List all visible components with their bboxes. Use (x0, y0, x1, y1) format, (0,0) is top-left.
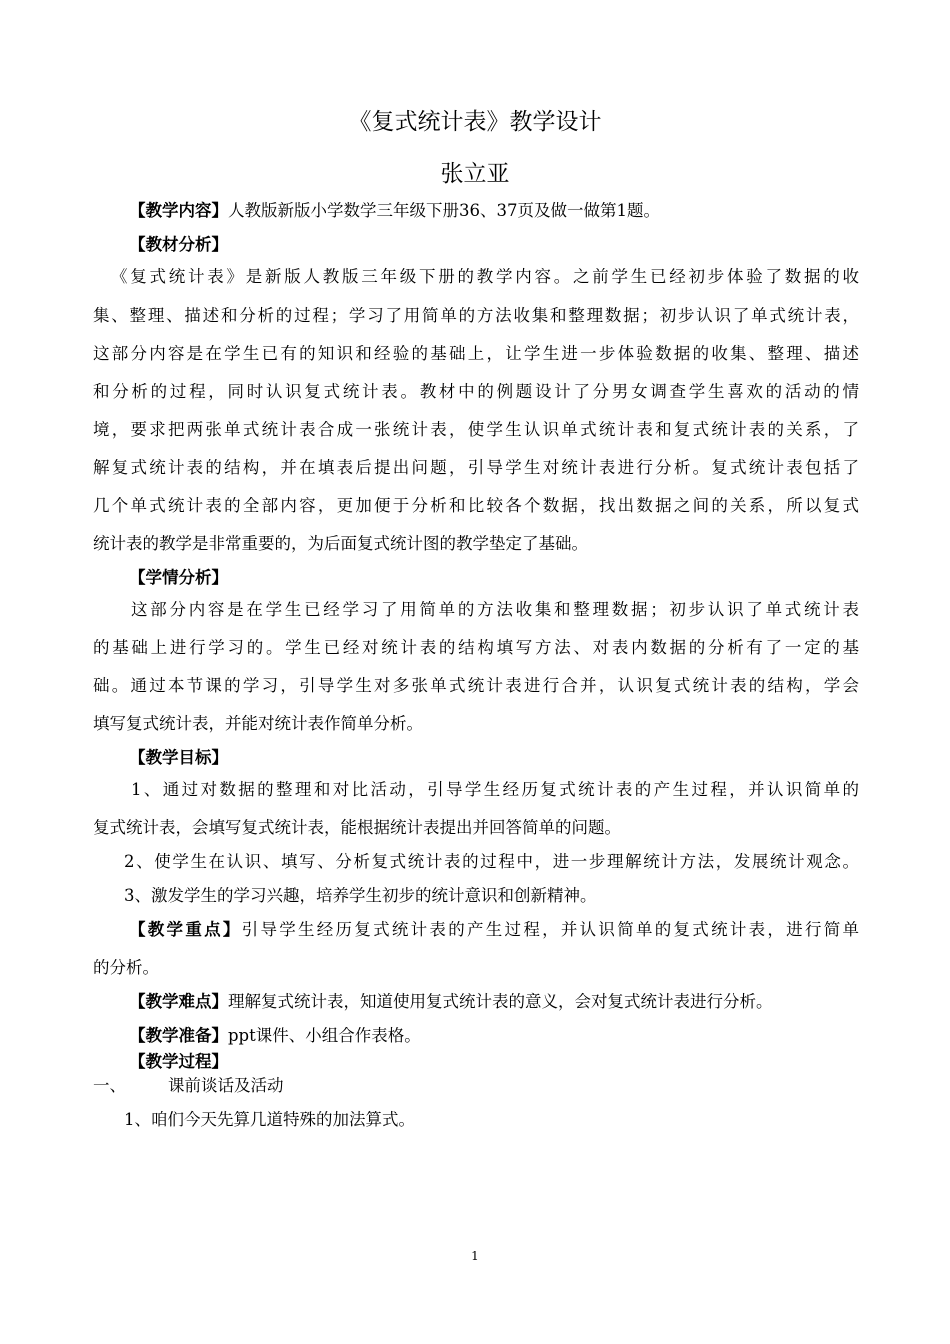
author-name: 张立亚 (440, 161, 510, 187)
teaching-content-text: 人教版新版小学数学三年级下册36、37页及做一做第1题。 (228, 201, 660, 220)
preparation-line (129, 1024, 859, 1048)
textbook-analysis-heading: 【教材分析】 (129, 235, 228, 254)
difficulty-label: 【教学难点】 (129, 992, 228, 1011)
page-number: 1 (471, 1249, 479, 1263)
student-analysis-line: 的基础上进行学习的。学生已经对统计表的结构填写方法、对表内数据的分析有了一定的基 (93, 638, 859, 657)
preparation-text: ppt课件、小组合作表格。 (228, 1026, 421, 1045)
process-heading: 【教学过程】 (129, 1052, 228, 1071)
key-point-text: 引导学生经历复式统计表的产生过程，并认识简单的复式统计表，进行简单 (241, 920, 860, 939)
student-analysis-line: 础。通过本节课的学习，引导学生对多张单式统计表进行合并，认识复式统计表的结构，学会 (93, 676, 859, 695)
document-title: 《复式统计表》教学设计 (348, 109, 602, 135)
textbook-analysis-line: 境，要求把两张单式统计表合成一张统计表，使学生认识单式统计表和复式统计表的关系，了 (93, 420, 859, 439)
section-number: 一、 (93, 1076, 126, 1095)
textbook-analysis-line: 几个单式统计表的全部内容，更加便于分析和比较各个数据，找出数据之间的关系，所以复式 (93, 496, 859, 515)
teaching-goal-line: 3、激发学生的学习兴趣，培养学生初步的统计意识和创新精神。 (124, 886, 597, 905)
textbook-analysis-line: 《复式统计表》是新版人教版三年级下册的教学内容。之前学生已经初步体验了数据的收 (111, 267, 859, 286)
textbook-analysis-line: 统计表的教学是非常重要的，为后面复式统计图的教学垫定了基础。 (93, 534, 588, 553)
textbook-analysis-line: 集、整理、描述和分析的过程；学习了用简单的方法收集和整理数据；初步认识了单式统计表， (93, 306, 859, 325)
textbook-analysis-line: 这部分内容是在学生已有的知识和经验的基础上，让学生进一步体验数据的收集、整理、描述 (93, 344, 859, 363)
teaching-content-label: 【教学内容】 (129, 201, 228, 220)
difficulty-text: 理解复式统计表，知道使用复式统计表的意义，会对复式统计表进行分析。 (228, 992, 773, 1011)
teaching-goal-line: 2、使学生在认识、填写、分析复式统计表的过程中，进一步理解统计方法，发展统计观念。 (124, 852, 859, 871)
key-point-line (129, 918, 859, 942)
teaching-goal-line: 1、通过对数据的整理和对比活动，引导学生经历复式统计表的产生过程，并认识简单的 (131, 780, 859, 799)
teaching-goal-line: 复式统计表，会填写复式统计表，能根据统计表提出并回答简单的问题。 (93, 818, 621, 837)
section-title: 课前谈话及活动 (168, 1076, 284, 1095)
process-item: 1、咱们今天先算几道特殊的加法算式。 (124, 1110, 415, 1129)
process-section-line (93, 1074, 859, 1098)
student-analysis-line: 填写复式统计表，并能对统计表作简单分析。 (93, 714, 423, 733)
textbook-analysis-line: 和分析的过程，同时认识复式统计表。教材中的例题设计了分男女调查学生喜欢的活动的情 (93, 382, 859, 401)
student-analysis-heading: 【学情分析】 (129, 568, 228, 587)
teaching-goals-heading: 【教学目标】 (129, 748, 228, 767)
key-point-continuation: 的分析。 (93, 958, 159, 977)
difficulty-line (129, 990, 859, 1014)
student-analysis-line: 这部分内容是在学生已经学习了用简单的方法收集和整理数据；初步认识了单式统计表 (131, 600, 859, 619)
preparation-label: 【教学准备】 (129, 1026, 228, 1045)
key-point-label: 【教学重点】 (129, 920, 242, 939)
textbook-analysis-line: 解复式统计表的结构，并在填表后提出问题，引导学生对统计表进行分析。复式统计表包括了 (93, 458, 859, 477)
teaching-content-line (129, 199, 859, 223)
